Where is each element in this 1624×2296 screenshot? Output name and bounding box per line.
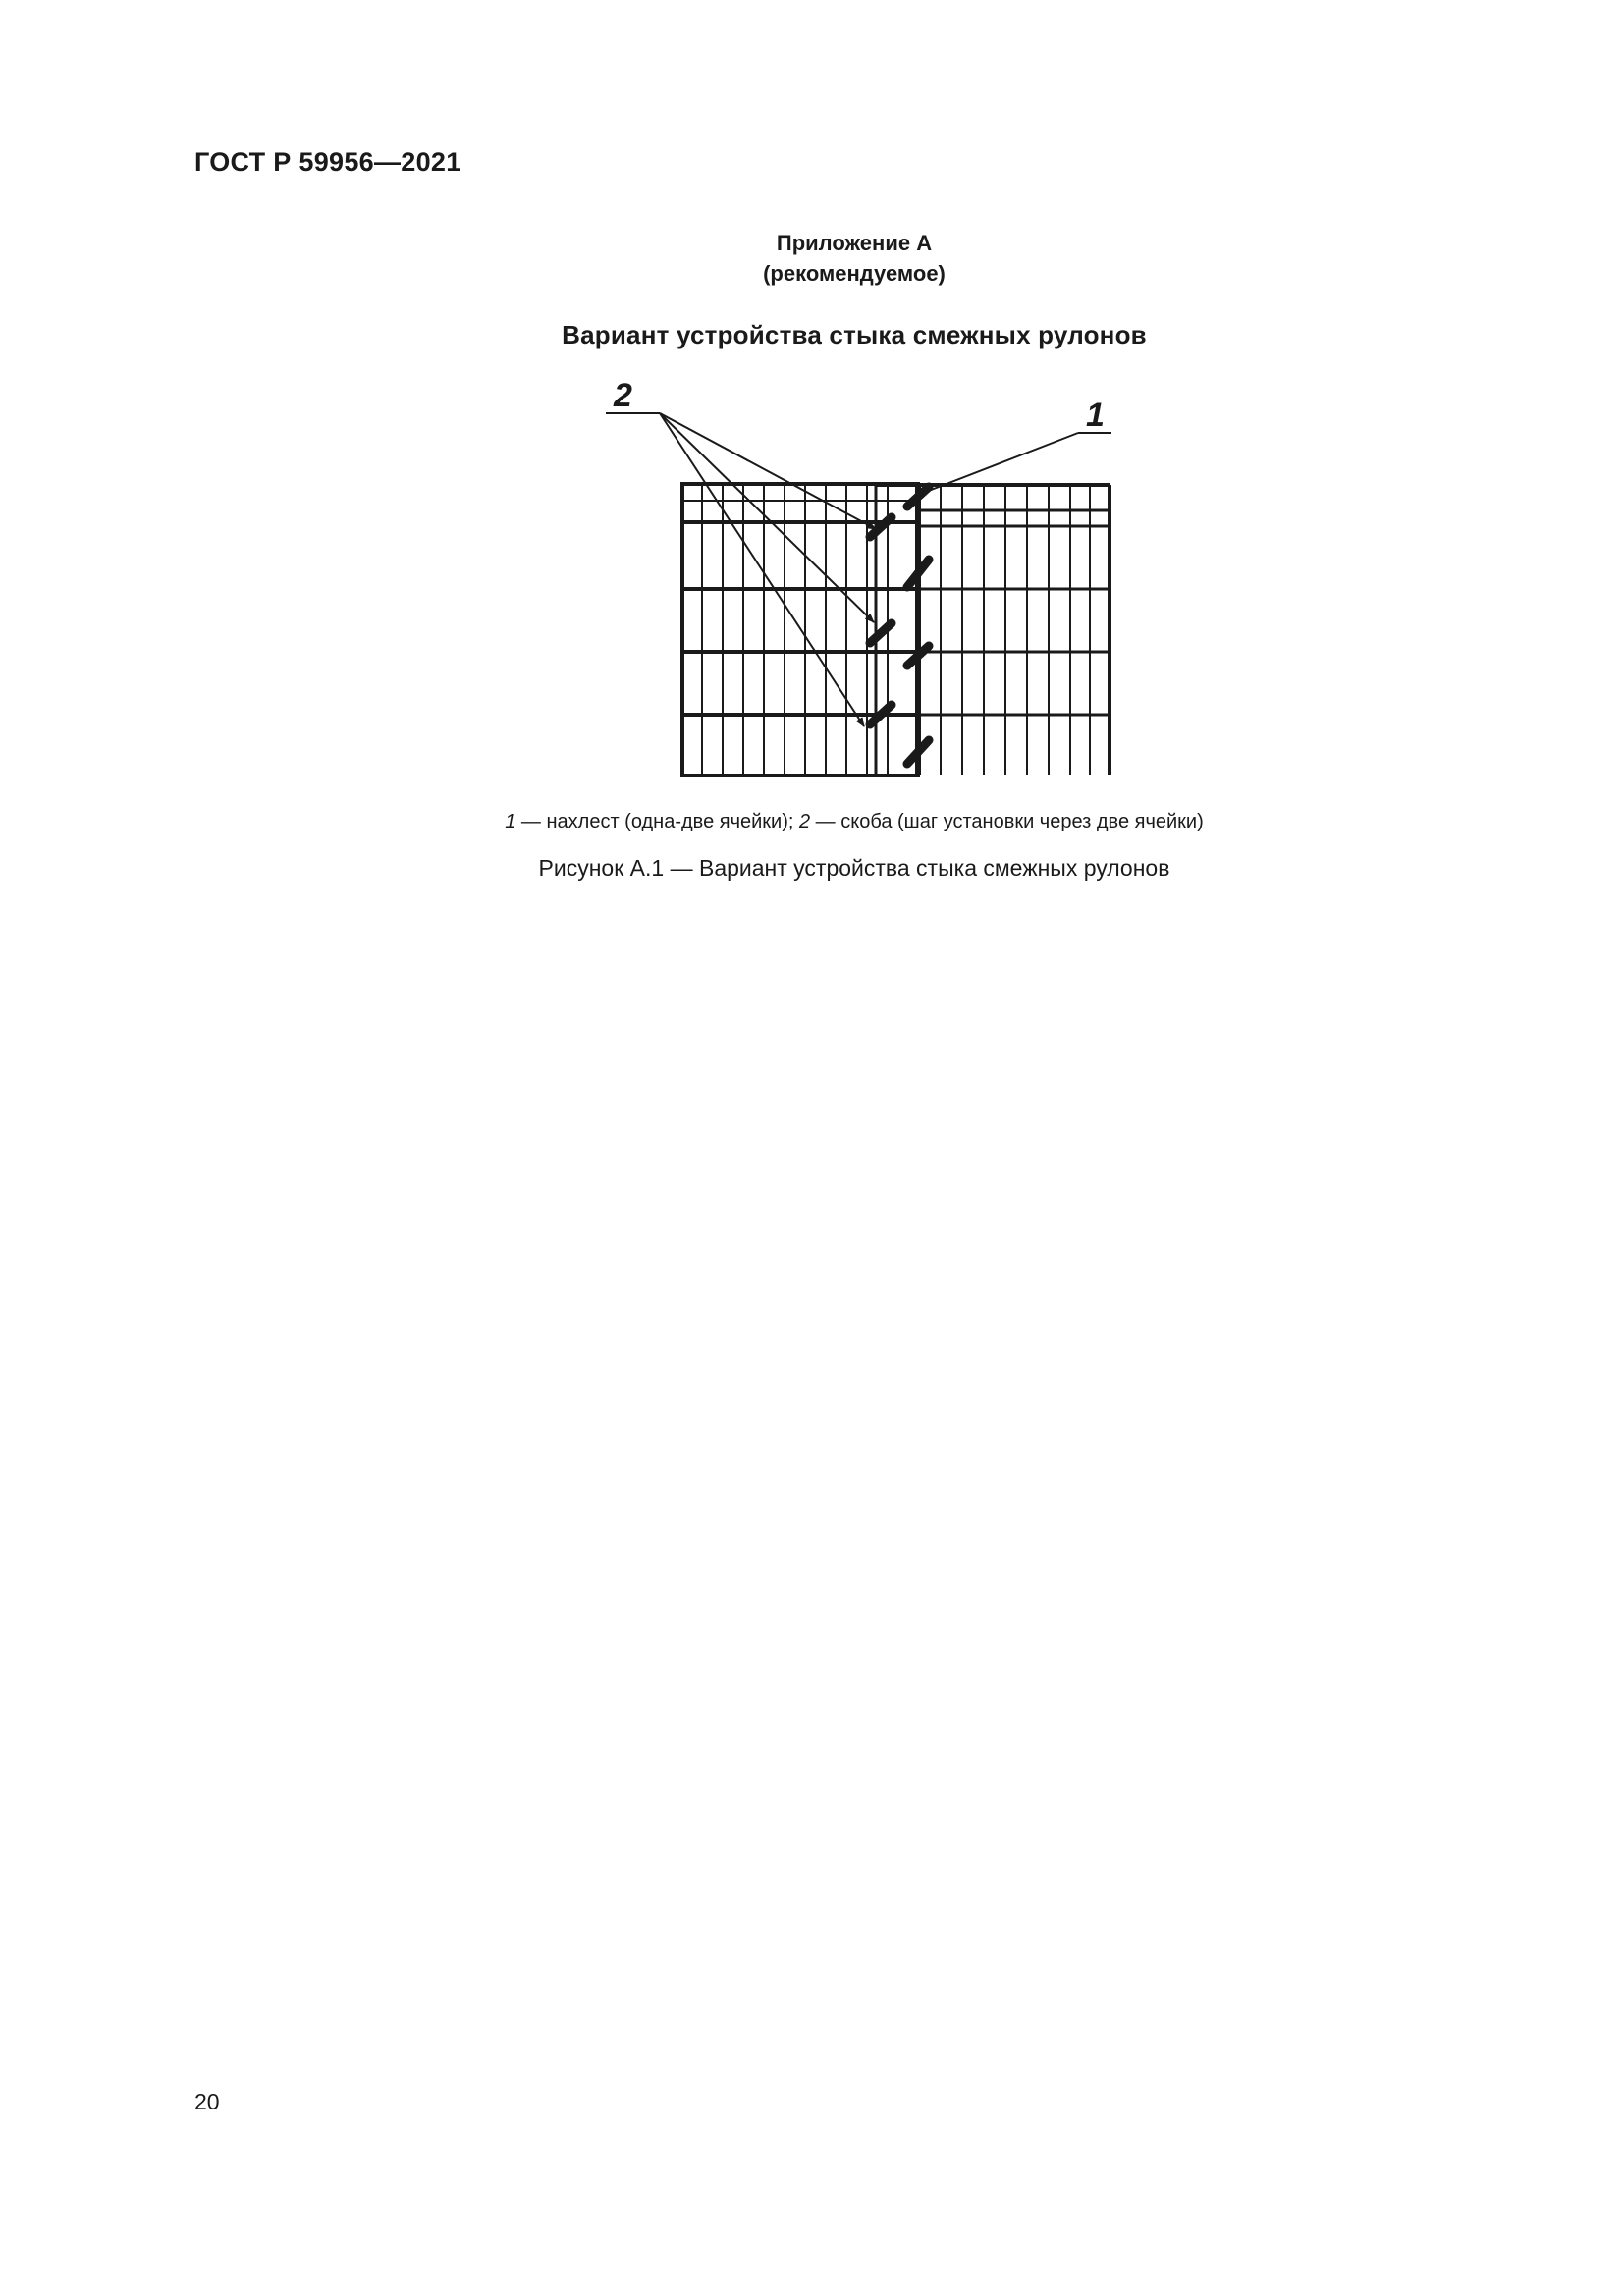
figure-legend (0, 811, 1624, 833)
document-code: ГОСТ Р 59956—2021 (194, 147, 461, 177)
annex-header (0, 228, 1624, 289)
right-mesh-roll (876, 485, 1110, 775)
callout-staple (606, 377, 876, 726)
figure-heading: Вариант устройства стыка смежных рулонов (562, 320, 1147, 349)
legend-number-2: 2 (799, 811, 811, 832)
legend-text-1: — нахлест (одна-две ячейки); (515, 811, 799, 832)
legend-number-1: 1 (505, 811, 516, 832)
annex-title: Приложение А (776, 231, 933, 255)
callout-overlap (921, 397, 1111, 494)
page-number: 20 (194, 2089, 220, 2114)
legend-text-2: — скоба (шаг установки через две ячейки) (810, 811, 1204, 832)
callout-label-1: 1 (1086, 397, 1105, 434)
annex-status: (рекомендуемое) (763, 261, 946, 286)
callout-label-2: 2 (614, 377, 632, 414)
mesh-joint-diagram (589, 371, 1139, 783)
figure-caption: Рисунок А.1 — Вариант устройства стыка смежных рулонов (538, 855, 1170, 881)
